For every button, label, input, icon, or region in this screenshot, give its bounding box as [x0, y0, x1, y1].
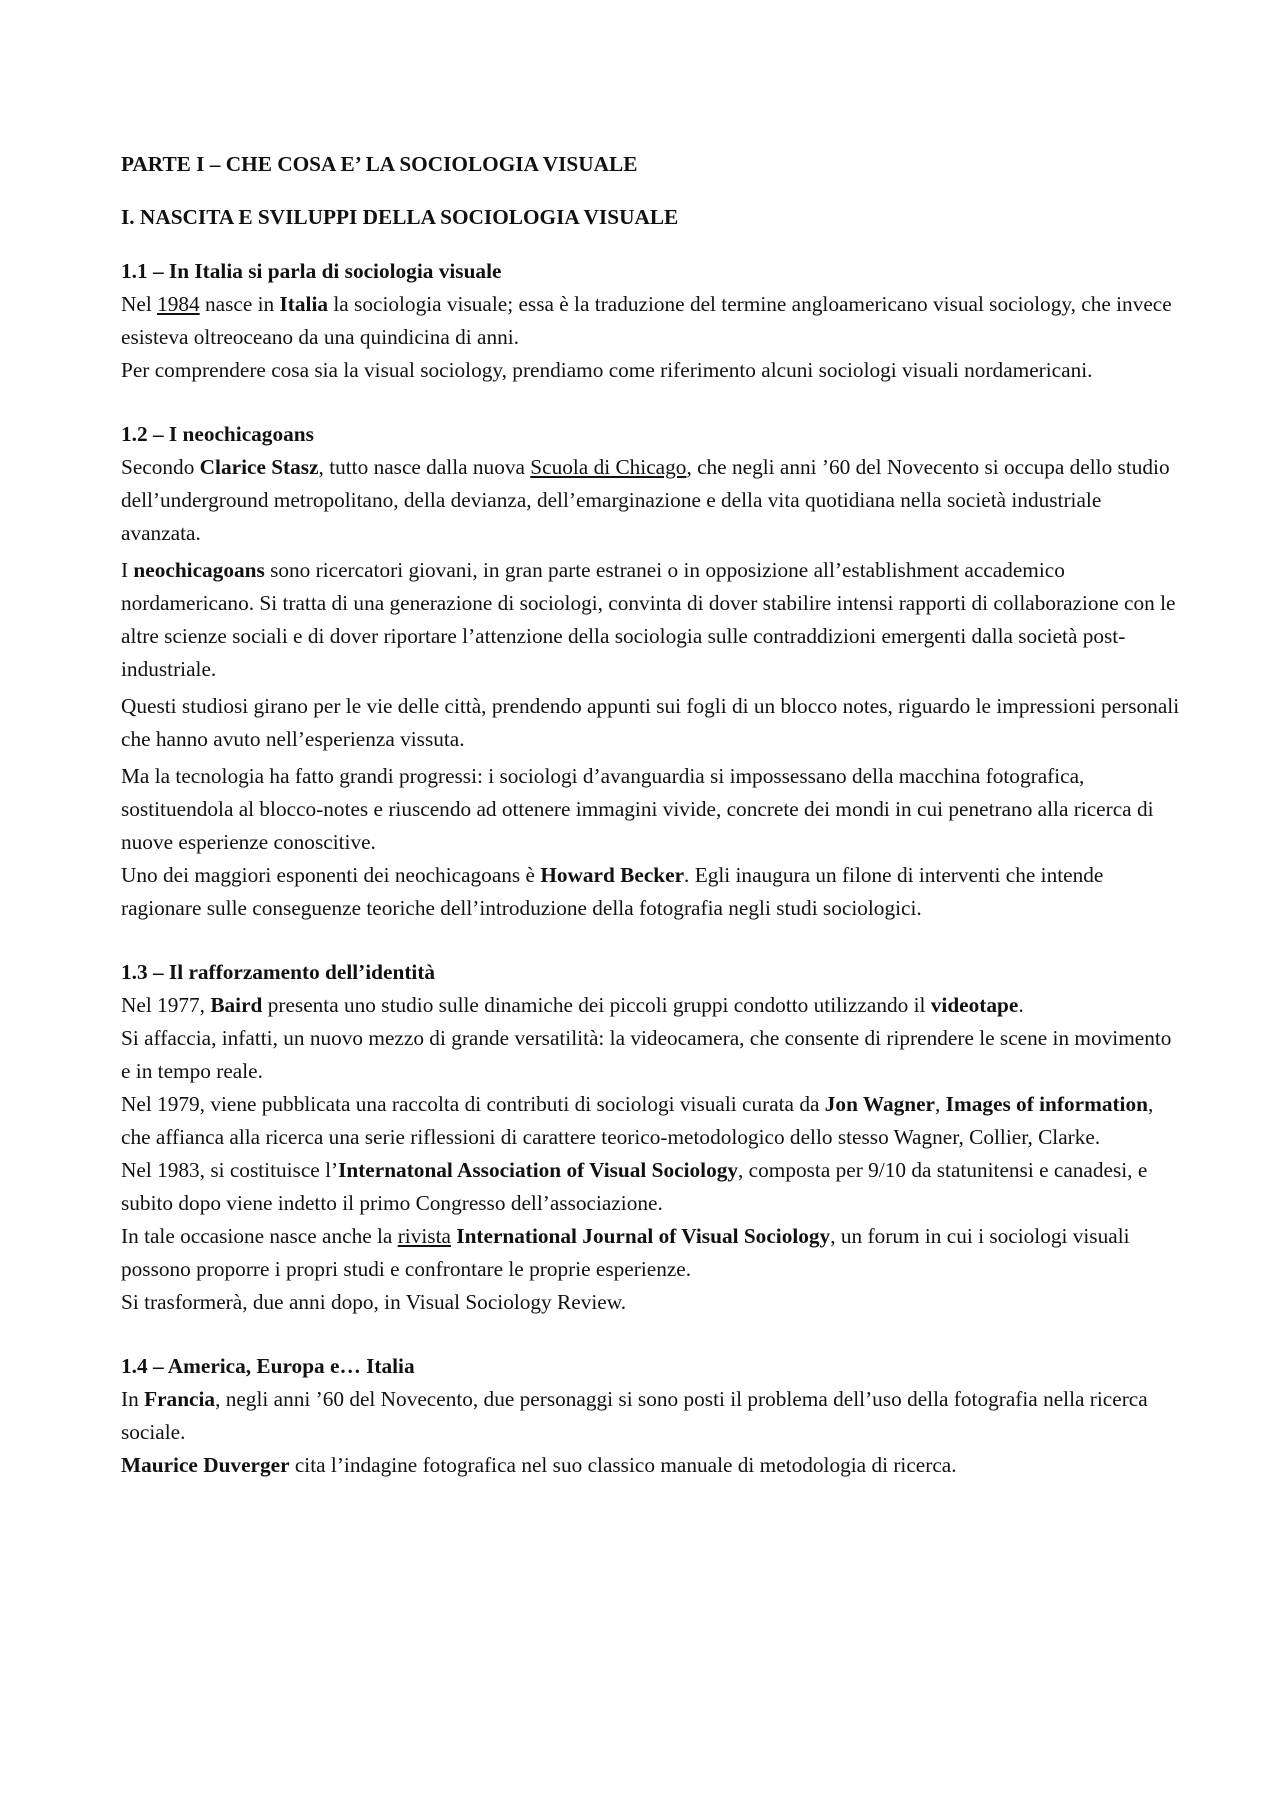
paragraph: Nel 1983, si costituisce l’Internatonal Association of Visual Sociology, composta per 9/10 da statunitensi e canadesi, e subito dopo viene indetto il primo Congresso dell’associazione. — [121, 1158, 1148, 1215]
paragraph: Ma la tecnologia ha fatto grandi progressi: i sociologi d’avanguardia si impossessano della macchina fotografica, sostituendola al blocco-notes e riuscendo ad ottenere immagini vivide, concrete dei mondi in cui penetrano alla ricerca di nuove esperienze conoscitive. — [121, 764, 1154, 854]
bold-term: Italia — [279, 292, 329, 316]
bold-term: videotape — [930, 993, 1019, 1017]
chapter-title: I. NASCITA E SVILUPPI DELLA SOCIOLOGIA VISUALE — [121, 205, 679, 229]
paragraph: Secondo Clarice Stasz, tutto nasce dalla nuova Scuola di Chicago, che negli anni ’60 del Novecento si occupa dello studio dell’underground metropolitano, della devianza, dell’emarginazione e della vita quotidiana nella società industriale avanzata. — [121, 455, 1170, 545]
bold-term: Images of information — [945, 1092, 1148, 1116]
section-title: 1.4 – America, Europa e… Italia — [121, 1354, 415, 1378]
paragraph: Si trasformerà, due anni dopo, in Visual Sociology Review. — [121, 1290, 627, 1314]
paragraph: Maurice Duverger cita l’indagine fotografica nel suo classico manuale di metodologia di ricerca. — [121, 1453, 957, 1477]
section-title: 1.2 – I neochicagoans — [121, 422, 314, 446]
bold-term: Baird — [210, 993, 263, 1017]
bold-term: Howard Becker — [540, 863, 685, 887]
underlined-term: rivista — [397, 1224, 451, 1248]
paragraph: Uno dei maggiori esponenti dei neochicagoans è Howard Becker. Egli inaugura un filone di interventi che intende ragionare sulle conseguenze teoriche dell’introduzione della fotografia negli studi sociologici. — [121, 863, 1104, 920]
paragraph: In Francia, negli anni ’60 del Novecento, due personaggi si sono posti il problema dell’uso della fotografia nella ricerca sociale. — [121, 1387, 1148, 1444]
section-title: 1.3 – Il rafforzamento dell’identità — [121, 960, 436, 984]
bold-term: Clarice Stasz — [199, 455, 319, 479]
underlined-term: Scuola di Chicago — [530, 455, 687, 479]
paragraph: In tale occasione nasce anche la rivista International Journal of Visual Sociology, un forum in cui i sociologi visuali possono proporre i propri studi e confrontare le proprie esperienze. — [121, 1224, 1130, 1281]
bold-term: Maurice Duverger — [121, 1453, 290, 1477]
bold-term: neochicagoans — [133, 558, 265, 582]
paragraph: Nel 1984 nasce in Italia la sociologia visuale; essa è la traduzione del termine angloamericano visual sociology, che invece esisteva oltreoceano da una quindicina di anni. — [121, 292, 1172, 349]
bold-term: Francia — [144, 1387, 216, 1411]
bold-term: Jon Wagner — [824, 1092, 936, 1116]
section-1-1 — [121, 255, 1181, 387]
paragraph: I neochicagoans sono ricercatori giovani, in gran parte estranei o in opposizione all’establishment accademico nordamericano. Si tratta di una generazione di sociologi, convinta di dover stabilire intensi rapporti di collaborazione con le altre scienze sociali e di dover riportare l’attenzione della sociologia sulle contraddizioni emergenti dalla società post-industriale. — [121, 558, 1176, 681]
paragraph: Nel 1977, Baird presenta uno studio sulle dinamiche dei piccoli gruppi condotto utilizzando il videotape. — [121, 993, 1024, 1017]
bold-term: Internatonal Association of Visual Sociology — [338, 1158, 739, 1182]
paragraph: Si affaccia, infatti, un nuovo mezzo di grande versatilità: la videocamera, che consente di riprendere le scene in movimento e in tempo reale. — [121, 1026, 1172, 1083]
paragraph: Per comprendere cosa sia la visual sociology, prendiamo come riferimento alcuni sociologi visuali nordamericani. — [121, 358, 1093, 382]
bold-term: International Journal of Visual Sociology — [456, 1224, 831, 1248]
part-title: PARTE I – CHE COSA E’ LA SOCIOLOGIA VISUALE — [121, 152, 638, 176]
paragraph: Nel 1979, viene pubblicata una raccolta di contributi di sociologi visuali curata da Jon Wagner, Images of information, che affianca alla ricerca una serie riflessioni di carattere teorico-metodologico dello stesso Wagner, Collier, Clarke. — [121, 1092, 1154, 1149]
section-1-2 — [121, 418, 1181, 925]
paragraph: Questi studiosi girano per le vie delle città, prendendo appunti sui fogli di un blocco notes, riguardo le impressioni personali che hanno avuto nell’esperienza vissuta. — [121, 694, 1180, 751]
underlined-term: 1984 — [157, 292, 200, 316]
section-1-4 — [121, 1350, 1181, 1482]
document-page — [121, 148, 1181, 1513]
section-title: 1.1 – In Italia si parla di sociologia visuale — [121, 259, 502, 283]
section-1-3 — [121, 956, 1181, 1319]
